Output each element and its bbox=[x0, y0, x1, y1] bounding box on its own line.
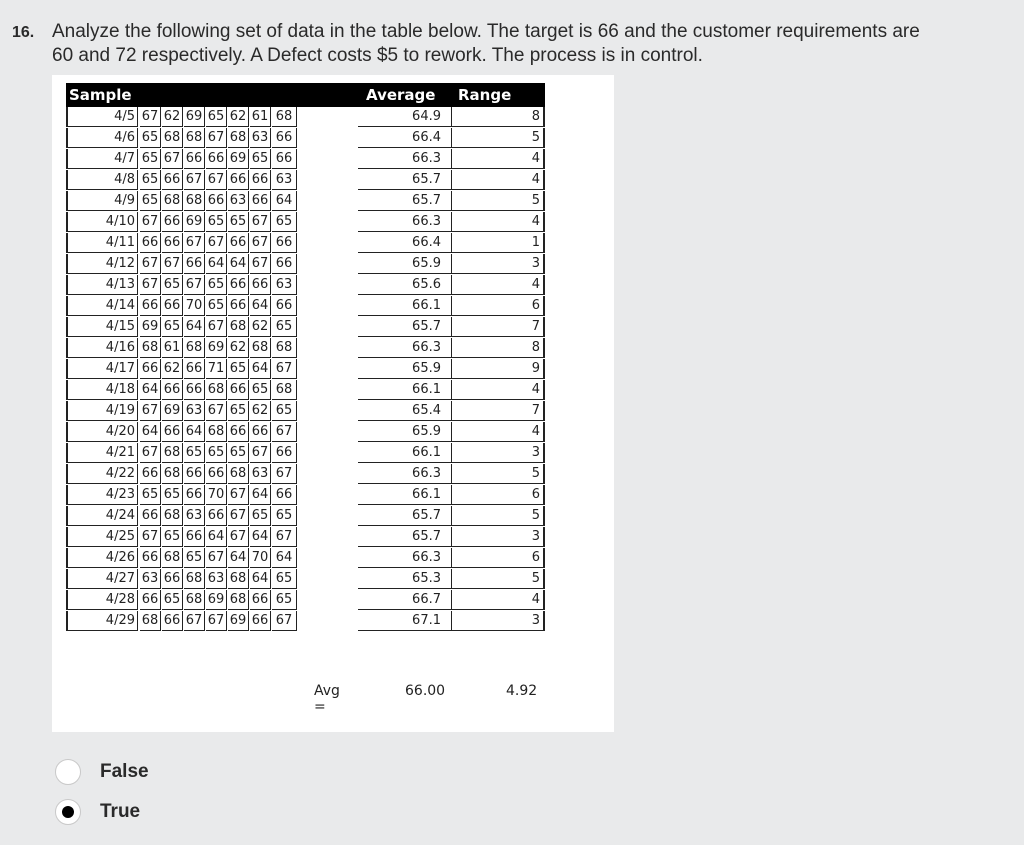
table-row bbox=[66, 380, 545, 401]
row-range: 8 bbox=[452, 107, 545, 127]
question-text-line2: 60 and 72 respectively. A Defect costs $5 to rework. The process is in control. bbox=[52, 45, 703, 66]
sample-value: 67 bbox=[140, 527, 161, 547]
table-row bbox=[66, 464, 545, 485]
sample-value: 68 bbox=[272, 107, 297, 127]
row-range: 4 bbox=[452, 422, 545, 442]
sample-value: 65 bbox=[272, 590, 297, 610]
sample-value: 69 bbox=[228, 149, 249, 169]
sample-value: 66 bbox=[272, 149, 297, 169]
sample-value: 63 bbox=[250, 464, 271, 484]
sample-value: 64 bbox=[250, 359, 271, 379]
sample-value: 68 bbox=[250, 338, 271, 358]
sample-value: 67 bbox=[184, 275, 205, 295]
sample-value: 66 bbox=[184, 359, 205, 379]
sample-value: 61 bbox=[250, 107, 271, 127]
question bbox=[12, 20, 1012, 67]
sample-value: 65 bbox=[140, 485, 161, 505]
row-range: 4 bbox=[452, 275, 545, 295]
sample-value: 65 bbox=[272, 506, 297, 526]
sample-value: 66 bbox=[206, 506, 227, 526]
sample-value: 66 bbox=[184, 149, 205, 169]
table-row bbox=[66, 275, 545, 296]
sample-value: 68 bbox=[228, 317, 249, 337]
sample-value: 63 bbox=[272, 170, 297, 190]
table-row bbox=[66, 233, 545, 254]
sample-value: 66 bbox=[162, 380, 183, 400]
sample-value: 68 bbox=[184, 569, 205, 589]
sample-value: 68 bbox=[162, 548, 183, 568]
sample-value: 67 bbox=[206, 548, 227, 568]
sample-value: 62 bbox=[228, 338, 249, 358]
sample-value: 70 bbox=[250, 548, 271, 568]
sample-value: 65 bbox=[250, 380, 271, 400]
sample-value: 66 bbox=[162, 170, 183, 190]
sample-value: 66 bbox=[228, 170, 249, 190]
sample-value: 67 bbox=[140, 275, 161, 295]
sample-value: 65 bbox=[228, 401, 249, 421]
row-average: 65.7 bbox=[358, 527, 452, 547]
sample-value: 66 bbox=[272, 296, 297, 316]
row-average: 66.1 bbox=[358, 485, 452, 505]
sample-value: 65 bbox=[140, 170, 161, 190]
sample-value: 66 bbox=[184, 464, 205, 484]
sample-date: 4/24 bbox=[66, 506, 138, 526]
sample-date: 4/7 bbox=[66, 149, 138, 169]
row-range: 9 bbox=[452, 359, 545, 379]
row-average: 65.6 bbox=[358, 275, 452, 295]
sample-value: 69 bbox=[184, 107, 205, 127]
row-average: 65.7 bbox=[358, 170, 452, 190]
sample-value: 67 bbox=[206, 233, 227, 253]
sample-value: 66 bbox=[140, 296, 161, 316]
sample-value: 68 bbox=[184, 128, 205, 148]
sample-value: 67 bbox=[162, 254, 183, 274]
sample-value: 71 bbox=[206, 359, 227, 379]
sample-date: 4/28 bbox=[66, 590, 138, 610]
table-row bbox=[66, 212, 545, 233]
sample-value: 65 bbox=[250, 149, 271, 169]
sample-value: 68 bbox=[162, 464, 183, 484]
sample-value: 67 bbox=[250, 443, 271, 463]
row-range: 4 bbox=[452, 149, 545, 169]
sample-value: 66 bbox=[250, 590, 271, 610]
sample-date: 4/18 bbox=[66, 380, 138, 400]
sample-value: 62 bbox=[250, 401, 271, 421]
footer-avg-label: Avg = bbox=[314, 683, 340, 715]
sample-date: 4/5 bbox=[66, 107, 138, 127]
sample-value: 66 bbox=[140, 590, 161, 610]
sample-date: 4/16 bbox=[66, 338, 138, 358]
row-range: 6 bbox=[452, 548, 545, 568]
sample-value: 66 bbox=[162, 422, 183, 442]
sample-date: 4/17 bbox=[66, 359, 138, 379]
row-range: 6 bbox=[452, 485, 545, 505]
sample-value: 64 bbox=[250, 527, 271, 547]
sample-date: 4/14 bbox=[66, 296, 138, 316]
sample-value: 66 bbox=[250, 170, 271, 190]
sample-value: 64 bbox=[206, 527, 227, 547]
sample-value: 69 bbox=[140, 317, 161, 337]
sample-value: 68 bbox=[162, 443, 183, 463]
sample-value: 65 bbox=[272, 317, 297, 337]
sample-date: 4/25 bbox=[66, 527, 138, 547]
sample-value: 68 bbox=[140, 338, 161, 358]
row-average: 65.3 bbox=[358, 569, 452, 589]
table-row bbox=[66, 443, 545, 464]
sample-value: 63 bbox=[250, 128, 271, 148]
sample-value: 66 bbox=[184, 485, 205, 505]
row-range: 4 bbox=[452, 212, 545, 232]
sample-value: 66 bbox=[184, 380, 205, 400]
table-row bbox=[66, 296, 545, 317]
sample-value: 68 bbox=[162, 506, 183, 526]
row-range: 7 bbox=[452, 401, 545, 421]
table-row bbox=[66, 485, 545, 506]
table-row bbox=[66, 590, 545, 611]
sample-value: 66 bbox=[228, 422, 249, 442]
row-average: 65.7 bbox=[358, 506, 452, 526]
question-number: 16. bbox=[12, 24, 35, 41]
row-range: 4 bbox=[452, 170, 545, 190]
sample-value: 66 bbox=[250, 275, 271, 295]
sample-value: 67 bbox=[184, 611, 205, 631]
sample-value: 68 bbox=[206, 380, 227, 400]
sample-value: 65 bbox=[184, 548, 205, 568]
sample-value: 67 bbox=[272, 422, 297, 442]
sample-value: 68 bbox=[228, 590, 249, 610]
sample-value: 65 bbox=[162, 275, 183, 295]
sample-value: 64 bbox=[250, 296, 271, 316]
table-row bbox=[66, 548, 545, 569]
table-row bbox=[66, 506, 545, 527]
sample-value: 69 bbox=[228, 611, 249, 631]
sample-value: 66 bbox=[272, 233, 297, 253]
sample-value: 63 bbox=[140, 569, 161, 589]
row-average: 65.9 bbox=[358, 422, 452, 442]
sample-value: 67 bbox=[206, 611, 227, 631]
sample-value: 64 bbox=[272, 191, 297, 211]
row-average: 66.3 bbox=[358, 212, 452, 232]
sample-value: 68 bbox=[140, 611, 161, 631]
row-average: 65.7 bbox=[358, 317, 452, 337]
sample-value: 65 bbox=[162, 590, 183, 610]
sample-value: 68 bbox=[228, 128, 249, 148]
sample-value: 65 bbox=[162, 485, 183, 505]
sample-value: 62 bbox=[162, 359, 183, 379]
row-average: 66.1 bbox=[358, 380, 452, 400]
sample-value: 66 bbox=[140, 359, 161, 379]
sample-value: 68 bbox=[162, 191, 183, 211]
row-average: 66.1 bbox=[358, 443, 452, 463]
sample-value: 63 bbox=[272, 275, 297, 295]
sample-value: 65 bbox=[272, 569, 297, 589]
sample-value: 67 bbox=[162, 149, 183, 169]
row-average: 65.7 bbox=[358, 191, 452, 211]
row-average: 67.1 bbox=[358, 611, 452, 631]
sample-date: 4/22 bbox=[66, 464, 138, 484]
sample-value: 66 bbox=[272, 443, 297, 463]
sample-value: 67 bbox=[206, 317, 227, 337]
sample-value: 65 bbox=[228, 212, 249, 232]
row-range: 4 bbox=[452, 590, 545, 610]
sample-value: 66 bbox=[140, 464, 161, 484]
table-row bbox=[66, 569, 545, 590]
sample-value: 66 bbox=[162, 233, 183, 253]
sample-date: 4/11 bbox=[66, 233, 138, 253]
sample-value: 67 bbox=[250, 233, 271, 253]
sample-value: 66 bbox=[184, 527, 205, 547]
row-range: 5 bbox=[452, 191, 545, 211]
sample-value: 62 bbox=[250, 317, 271, 337]
sample-value: 63 bbox=[228, 191, 249, 211]
sample-value: 67 bbox=[272, 527, 297, 547]
header-range: Range bbox=[458, 86, 512, 104]
sample-value: 65 bbox=[228, 359, 249, 379]
radio-false[interactable] bbox=[55, 759, 81, 785]
sample-value: 66 bbox=[184, 254, 205, 274]
sample-value: 67 bbox=[250, 212, 271, 232]
sample-value: 66 bbox=[162, 212, 183, 232]
sample-value: 63 bbox=[184, 506, 205, 526]
sample-value: 66 bbox=[250, 422, 271, 442]
table-row bbox=[66, 359, 545, 380]
table-row bbox=[66, 422, 545, 443]
sample-value: 62 bbox=[228, 107, 249, 127]
sample-value: 67 bbox=[206, 128, 227, 148]
row-range: 7 bbox=[452, 317, 545, 337]
table-row bbox=[66, 527, 545, 548]
sample-value: 67 bbox=[228, 485, 249, 505]
sample-value: 66 bbox=[162, 296, 183, 316]
table-row bbox=[66, 128, 545, 149]
sample-value: 67 bbox=[272, 611, 297, 631]
sample-date: 4/12 bbox=[66, 254, 138, 274]
sample-value: 64 bbox=[250, 485, 271, 505]
sample-date: 4/10 bbox=[66, 212, 138, 232]
sample-value: 68 bbox=[184, 191, 205, 211]
sample-value: 67 bbox=[140, 107, 161, 127]
sample-value: 68 bbox=[272, 338, 297, 358]
sample-value: 66 bbox=[206, 464, 227, 484]
sample-value: 69 bbox=[206, 590, 227, 610]
row-average: 66.1 bbox=[358, 296, 452, 316]
table-row bbox=[66, 254, 545, 275]
sample-date: 4/9 bbox=[66, 191, 138, 211]
sample-value: 66 bbox=[228, 233, 249, 253]
sample-value: 63 bbox=[184, 401, 205, 421]
sample-value: 67 bbox=[140, 212, 161, 232]
table-row bbox=[66, 611, 545, 632]
sample-value: 65 bbox=[184, 443, 205, 463]
sample-value: 64 bbox=[140, 380, 161, 400]
sample-value: 68 bbox=[206, 422, 227, 442]
sample-value: 66 bbox=[206, 149, 227, 169]
row-average: 66.3 bbox=[358, 149, 452, 169]
radio-true[interactable] bbox=[55, 799, 81, 825]
table-row bbox=[66, 149, 545, 170]
sample-date: 4/27 bbox=[66, 569, 138, 589]
sample-value: 64 bbox=[184, 422, 205, 442]
sample-date: 4/6 bbox=[66, 128, 138, 148]
sample-value: 64 bbox=[250, 569, 271, 589]
sample-value: 63 bbox=[206, 569, 227, 589]
sample-value: 65 bbox=[162, 527, 183, 547]
row-range: 3 bbox=[452, 527, 545, 547]
row-average: 64.9 bbox=[358, 107, 452, 127]
sample-date: 4/8 bbox=[66, 170, 138, 190]
sample-value: 67 bbox=[250, 254, 271, 274]
sample-value: 66 bbox=[228, 275, 249, 295]
sample-date: 4/26 bbox=[66, 548, 138, 568]
sample-value: 68 bbox=[228, 464, 249, 484]
sample-value: 65 bbox=[140, 191, 161, 211]
row-range: 5 bbox=[452, 506, 545, 526]
sample-value: 64 bbox=[228, 254, 249, 274]
row-range: 4 bbox=[452, 380, 545, 400]
table-row bbox=[66, 401, 545, 422]
sample-value: 65 bbox=[206, 212, 227, 232]
sample-date: 4/13 bbox=[66, 275, 138, 295]
sample-value: 68 bbox=[162, 128, 183, 148]
question-text-line1: Analyze the following set of data in the table below. The target is 66 and the customer requirements are bbox=[52, 21, 920, 42]
sample-value: 66 bbox=[272, 254, 297, 274]
sample-value: 69 bbox=[162, 401, 183, 421]
sample-value: 67 bbox=[184, 233, 205, 253]
sample-date: 4/29 bbox=[66, 611, 138, 631]
sample-value: 67 bbox=[206, 401, 227, 421]
sample-value: 68 bbox=[272, 380, 297, 400]
row-average: 66.3 bbox=[358, 548, 452, 568]
row-range: 8 bbox=[452, 338, 545, 358]
header-average: Average bbox=[366, 86, 436, 104]
table-row bbox=[66, 107, 545, 128]
sample-value: 66 bbox=[272, 485, 297, 505]
sample-value: 67 bbox=[228, 527, 249, 547]
row-range: 5 bbox=[452, 128, 545, 148]
row-average: 65.4 bbox=[358, 401, 452, 421]
sample-value: 66 bbox=[140, 548, 161, 568]
sample-value: 69 bbox=[206, 338, 227, 358]
sample-value: 64 bbox=[228, 548, 249, 568]
sample-date: 4/20 bbox=[66, 422, 138, 442]
sample-date: 4/23 bbox=[66, 485, 138, 505]
sample-value: 66 bbox=[228, 380, 249, 400]
sample-value: 66 bbox=[250, 611, 271, 631]
option-true-label: True bbox=[100, 801, 141, 822]
sample-value: 66 bbox=[162, 569, 183, 589]
sample-value: 67 bbox=[206, 170, 227, 190]
sample-value: 65 bbox=[206, 296, 227, 316]
table-header bbox=[66, 83, 545, 107]
sample-date: 4/15 bbox=[66, 317, 138, 337]
sample-value: 65 bbox=[206, 443, 227, 463]
table-row bbox=[66, 191, 545, 212]
sample-value: 67 bbox=[272, 464, 297, 484]
sample-value: 67 bbox=[140, 401, 161, 421]
sample-value: 64 bbox=[140, 422, 161, 442]
sample-value: 67 bbox=[184, 170, 205, 190]
header-sample: Sample bbox=[69, 86, 132, 104]
footer-range-value: 4.92 bbox=[506, 683, 538, 699]
row-average: 66.3 bbox=[358, 338, 452, 358]
sample-value: 69 bbox=[184, 212, 205, 232]
sample-value: 67 bbox=[140, 254, 161, 274]
sample-value: 65 bbox=[162, 317, 183, 337]
table-row bbox=[66, 317, 545, 338]
row-range: 3 bbox=[452, 611, 545, 631]
row-average: 66.7 bbox=[358, 590, 452, 610]
sample-value: 66 bbox=[162, 611, 183, 631]
row-range: 5 bbox=[452, 569, 545, 589]
sample-value: 67 bbox=[272, 359, 297, 379]
table-row bbox=[66, 170, 545, 191]
row-range: 5 bbox=[452, 464, 545, 484]
option-false-label: False bbox=[100, 761, 149, 782]
sample-value: 64 bbox=[272, 548, 297, 568]
sample-value: 65 bbox=[140, 128, 161, 148]
sample-value: 66 bbox=[228, 296, 249, 316]
sample-value: 65 bbox=[272, 401, 297, 421]
footer-average-value: 66.00 bbox=[405, 683, 446, 699]
row-average: 65.9 bbox=[358, 359, 452, 379]
sample-value: 68 bbox=[184, 590, 205, 610]
sample-value: 65 bbox=[272, 212, 297, 232]
sample-value: 70 bbox=[206, 485, 227, 505]
row-range: 1 bbox=[452, 233, 545, 253]
table-row bbox=[66, 338, 545, 359]
sample-value: 65 bbox=[140, 149, 161, 169]
sample-value: 66 bbox=[206, 191, 227, 211]
row-range: 6 bbox=[452, 296, 545, 316]
sample-value: 66 bbox=[272, 128, 297, 148]
sample-value: 65 bbox=[206, 275, 227, 295]
sample-value: 65 bbox=[250, 506, 271, 526]
data-table-image bbox=[52, 75, 614, 732]
sample-value: 68 bbox=[228, 569, 249, 589]
row-average: 66.4 bbox=[358, 233, 452, 253]
row-average: 66.3 bbox=[358, 464, 452, 484]
row-average: 65.9 bbox=[358, 254, 452, 274]
sample-value: 66 bbox=[250, 191, 271, 211]
sample-value: 65 bbox=[228, 443, 249, 463]
sample-value: 66 bbox=[140, 506, 161, 526]
sample-value: 66 bbox=[140, 233, 161, 253]
sample-value: 64 bbox=[184, 317, 205, 337]
sample-date: 4/21 bbox=[66, 443, 138, 463]
sample-value: 68 bbox=[184, 338, 205, 358]
sample-value: 64 bbox=[206, 254, 227, 274]
sample-value: 67 bbox=[140, 443, 161, 463]
sample-value: 65 bbox=[206, 107, 227, 127]
sample-value: 70 bbox=[184, 296, 205, 316]
sample-value: 61 bbox=[162, 338, 183, 358]
row-range: 3 bbox=[452, 443, 545, 463]
sample-value: 62 bbox=[162, 107, 183, 127]
sample-date: 4/19 bbox=[66, 401, 138, 421]
sample-value: 67 bbox=[228, 506, 249, 526]
row-range: 3 bbox=[452, 254, 545, 274]
row-average: 66.4 bbox=[358, 128, 452, 148]
